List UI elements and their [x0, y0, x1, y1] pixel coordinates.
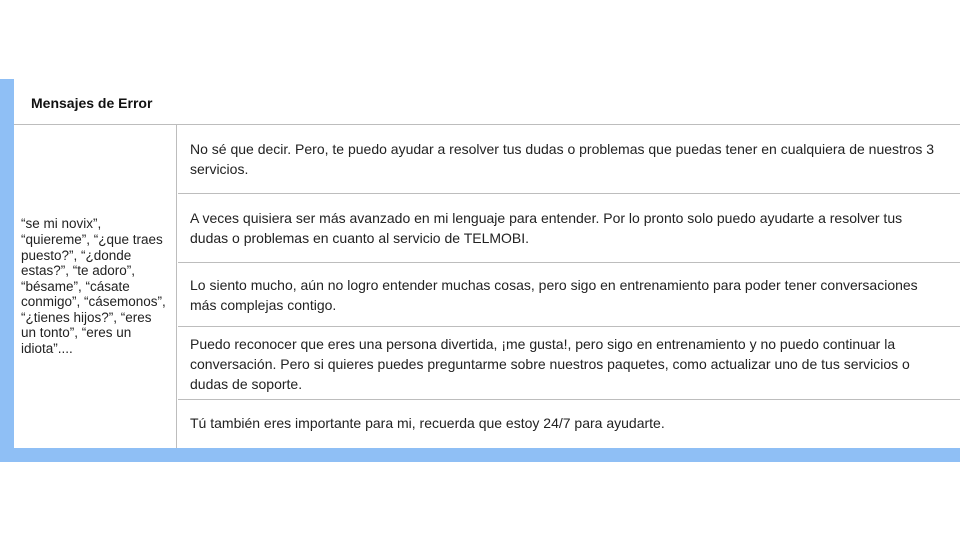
response-row-2: A veces quisiera ser más avanzado en mi lenguaje para entender. Por lo pronto solo puedo ayudarte a resolver tus dudas o problemas en cuanto al servicio de TELMOBI.	[178, 194, 960, 263]
trigger-phrases-text: “se mi novix”, “quiereme”, “¿que traes puesto?”, “¿donde estas?”, “te adoro”, “bésame”, “cásate conmigo”, “cásemonos”, “¿tienes hijos?”, “eres un tonto”, “eres un idiota”....	[21, 216, 166, 357]
blue-frame	[0, 79, 960, 462]
response-row-4: Puedo reconocer que eres una persona divertida, ¡me gusta!, pero sigo en entrenamiento y no puedo continuar la conversación. Pero si quieres puedes preguntarme sobre nuestros paquetes, como actualizar uno de tus servicios o dudas de soporte.	[178, 327, 960, 400]
responses-table	[14, 124, 960, 448]
panel-title: Mensajes de Error	[31, 95, 153, 111]
response-row-1: No sé que decir. Pero, te puedo ayudar a resolver tus dudas o problemas que puedas tener en cualquiera de nuestros 3 servicios.	[178, 125, 960, 194]
responses-column	[178, 125, 960, 448]
response-row-5: Tú también eres importante para mi, recuerda que estoy 24/7 para ayudarte.	[190, 415, 665, 431]
response-row-3: Lo siento mucho, aún no logro entender muchas cosas, pero sigo en entrenamiento para poder tener conversaciones más complejas contigo.	[178, 263, 960, 327]
trigger-phrases-cell	[14, 125, 177, 448]
error-messages-panel	[14, 79, 960, 448]
